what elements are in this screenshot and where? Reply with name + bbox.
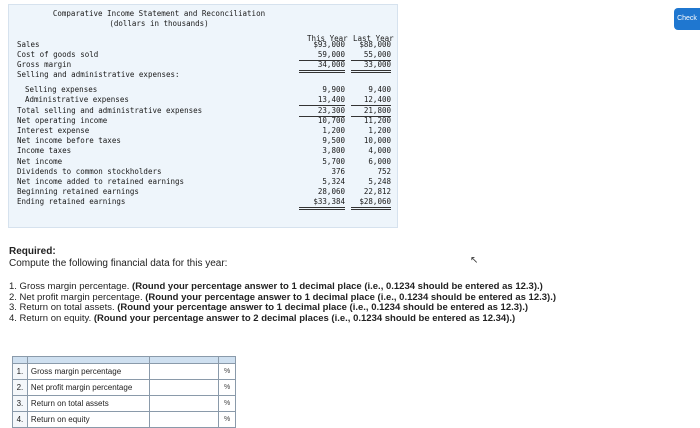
statement-row-label: Total selling and administrative expenses: [17, 105, 203, 115]
statement-value-this-year: 376: [331, 166, 345, 176]
statement-value-this-year: $33,384: [299, 197, 345, 210]
required-instruction: Compute the following financial data for this year:: [9, 258, 228, 269]
statement-row-label: Selling expenses: [25, 85, 98, 95]
statement-row-label: Income taxes: [17, 146, 72, 156]
statement-row-label: Net income: [17, 156, 63, 166]
statement-row-label: Dividends to common stockholders: [17, 166, 162, 176]
percent-unit: %: [219, 364, 236, 380]
answer-row-number: 3.: [13, 396, 28, 412]
return-on-total-assets-input[interactable]: [150, 396, 218, 411]
answer-row: [13, 364, 236, 380]
statement-row-label: Beginning retained earnings: [17, 187, 139, 197]
statement-row-label: Ending retained earnings: [17, 197, 126, 207]
statement-value-this-year: 13,400: [299, 95, 345, 106]
question-item: 2. Net profit margin percentage. (Round your percentage answer to 1 decimal place (i.e., 0.1234 should be entered as 12.3).): [9, 291, 556, 303]
question-item: 1. Gross margin percentage. (Round your percentage answer to 1 decimal place (i.e., 0.1234 should be entered as 12.3).): [9, 281, 543, 292]
answer-row-number: 1.: [13, 364, 28, 380]
statement-row-label: Selling and administrative expenses:: [17, 70, 180, 79]
income-statement-panel: [8, 4, 398, 228]
required-heading: Required:: [9, 246, 56, 257]
statement-value-this-year: 1,200: [322, 126, 345, 135]
statement-value-last-year: $28,060: [351, 197, 391, 210]
statement-title-line2: (dollars in thousands): [109, 19, 209, 28]
statement-value-last-year: 22,812: [363, 187, 391, 197]
statement-value-this-year: 9,900: [322, 85, 345, 95]
statement-value-last-year: 4,000: [368, 146, 391, 156]
question-item: 4. Return on equity. (Round your percentage answer to 2 decimal places (i.e., 0.1234 should be entered as 12.34).): [9, 312, 516, 324]
statement-value-this-year: 34,000: [299, 60, 345, 73]
percent-unit: %: [219, 396, 236, 412]
statement-value-this-year: 5,700: [322, 156, 345, 166]
statement-title-line1: Comparative Income Statement and Reconciliation: [52, 9, 266, 18]
statement-value-this-year: 5,324: [322, 177, 345, 186]
answer-row: [13, 380, 236, 396]
statement-row-label: Net income before taxes: [17, 136, 121, 146]
statement-value-last-year: [351, 70, 391, 80]
percent-unit: %: [219, 380, 236, 396]
return-on-equity-input[interactable]: [150, 412, 218, 427]
statement-value-last-year: 1,200: [368, 126, 391, 135]
answer-row: [13, 396, 236, 412]
answer-row-label: Net profit margin percentage: [27, 380, 149, 396]
statement-value-this-year: 3,800: [322, 146, 345, 156]
col-header-last-year: Last Year: [353, 34, 394, 43]
statement-value-last-year: 21,800: [351, 106, 391, 117]
statement-value-last-year: $88,000: [359, 40, 391, 49]
statement-value-this-year: 28,060: [317, 187, 345, 197]
answer-row-label: Gross margin percentage: [27, 364, 149, 380]
statement-value-last-year: 9,400: [368, 85, 391, 95]
statement-value-last-year: 33,000: [351, 60, 391, 73]
answer-row-label: Return on total assets: [27, 396, 149, 412]
answer-table: [12, 356, 236, 428]
check-button[interactable]: Check: [674, 8, 700, 30]
statement-value-last-year: 11,200: [363, 115, 391, 125]
statement-value-last-year: 5,248: [368, 177, 391, 186]
statement-value-last-year: 12,400: [351, 95, 391, 106]
answer-row-number: 2.: [13, 380, 28, 396]
statement-row-label: Gross margin: [17, 60, 72, 69]
mouse-cursor-icon: ↖: [470, 255, 479, 266]
statement-value-this-year: [299, 70, 345, 80]
statement-value-this-year: 9,500: [322, 136, 345, 146]
statement-value-last-year: 6,000: [368, 156, 391, 166]
statement-row-label: Sales: [17, 40, 40, 49]
statement-row-label: Net operating income: [17, 115, 108, 125]
statement-row-label: Interest expense: [17, 126, 90, 135]
answer-table-header: [13, 357, 236, 364]
question-list: [9, 282, 556, 324]
statement-value-this-year: 59,000: [299, 50, 345, 61]
statement-row-label: Administrative expenses: [25, 95, 129, 105]
answer-row: [13, 412, 236, 428]
statement-row-label: Net income added to retained earnings: [17, 177, 185, 186]
statement-row-label: Cost of goods sold: [17, 50, 99, 59]
statement-value-this-year: 10,700: [317, 115, 345, 125]
col-header-this-year: This Year: [307, 34, 348, 43]
statement-value-last-year: 55,000: [351, 50, 391, 61]
statement-title: [9, 9, 309, 29]
gross-margin-input[interactable]: [150, 364, 218, 379]
question-item: 3. Return on total assets. (Round your percentage answer to 1 decimal place (i.e., 0.1234 should be entered as 12.3).): [9, 302, 529, 313]
net-profit-margin-input[interactable]: [150, 380, 218, 395]
statement-value-last-year: 10,000: [363, 136, 391, 146]
answer-row-label: Return on equity: [27, 412, 149, 428]
statement-value-last-year: 752: [377, 166, 391, 176]
statement-value-this-year: 23,300: [299, 106, 345, 117]
statement-value-this-year: $93,000: [313, 40, 345, 49]
percent-unit: %: [219, 412, 236, 428]
answer-row-number: 4.: [13, 412, 28, 428]
